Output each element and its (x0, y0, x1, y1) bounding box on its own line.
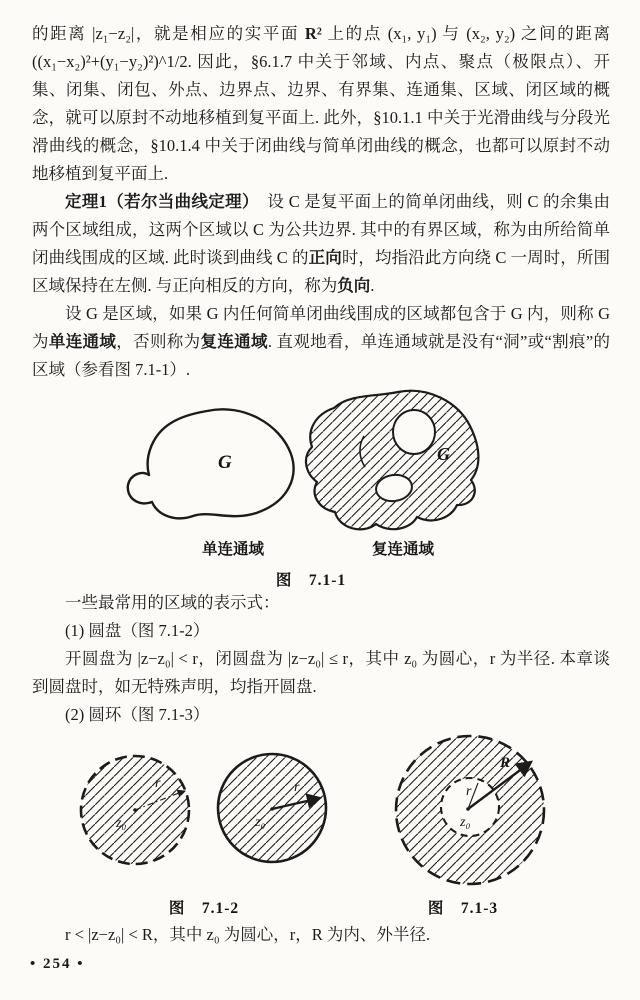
figure-7-1-1-title: 图 7.1-1 (275, 572, 347, 589)
term-positive-direction: 正向 (308, 248, 342, 267)
multiply-connected-region-outline (306, 391, 478, 530)
theorem-text-1: 设 C 是复平面上的简单闭曲线，则 C 的余集由两个区域组成，这两个区域以 C 为公共边界. 其中的有界区域，称为由所给简单闭曲线围成的区域. 此时谈到曲线 C 的 (32, 192, 611, 267)
connectivity-text-2: ，否则称为 (116, 332, 201, 351)
caption-multiply-connected: 复连通域 (371, 541, 435, 558)
paragraph-theorem (32, 188, 610, 300)
simply-connected-region-outline (128, 409, 294, 518)
figure-7-1-2-and-3 (0, 729, 640, 921)
region-label-left: G (218, 452, 232, 473)
paragraph-connectivity (32, 300, 610, 384)
figure-7-1-2-title: 图 7.1-2 (168, 900, 240, 917)
paragraph-disk: 开圆盘为 |z−z₀| < r，闭圆盘为 |z−z₀| ≤ r，其中 z₀ 为圆心，r 为半径. 本章谈到圆盘时，如无特殊声明，均指开圆盘. (32, 649, 610, 696)
figure-7-1-1 (0, 384, 640, 589)
open-disk-radius-label: r (155, 776, 161, 791)
paragraph-distance-text-a: 的距离 |z₁−z₂|，就是相应的实平面 (32, 24, 305, 43)
closed-disk-center-dot (270, 807, 274, 811)
figure-7-1-3-title: 图 7.1-3 (427, 900, 499, 917)
page-number: • 254 • (30, 956, 85, 972)
theorem-text-3: . (370, 276, 375, 295)
list-item-annulus: (2) 圆环（图 7.1-3） (65, 705, 210, 724)
r2-symbol: R² (304, 24, 322, 43)
closed-disk-radius-label: r (294, 780, 300, 795)
annulus-center-label: z₀ (460, 815, 471, 830)
open-disk-center-label: z₀ (116, 816, 127, 831)
open-disk-center-dot (133, 808, 137, 812)
term-simply-connected: 单连通域 (48, 332, 117, 351)
list-item-disk: (1) 圆盘（图 7.1-2） (65, 621, 210, 640)
figure-7-1-1-canvas (0, 384, 640, 589)
closed-disk-center-label: z₀ (255, 815, 266, 830)
region-hole-large (393, 410, 435, 454)
term-negative-direction: 负向 (337, 276, 371, 295)
annulus-center-dot (466, 807, 470, 811)
paragraph-annulus-formula: r < |z−z₀| < R，其中 z₀ 为圆心，r，R 为内、外半径. (65, 925, 430, 944)
paragraph-distance (32, 20, 610, 188)
paragraph-regions-intro: 一些最常用的区域的表示式： (65, 593, 280, 612)
annulus-inner-radius-label: r (466, 784, 472, 799)
connectivity-text-1: 设 G 是区域，如果 G 内任何简单闭曲线围成的区域都包含于 G 内，则称 G 为 (32, 304, 610, 351)
caption-simply-connected: 单连通域 (201, 541, 265, 558)
paragraph-distance-text-b: 上的点 (x₁, y₁) 与 (x₂, y₂) 之间的距离 ((x₁−x₂)²+(y₁−y₂)²)^1/2. 因此，§6.1.7 中关于邻域、内点、聚点（极限点）、开集、闭集、闭包、外点、边界点、边界、有界集、连通集、区域、闭区域的概念，就可以原封不动地移植到复平面上. 此外，§10.1.1 中关于光滑曲线与分段光滑曲线的概念，§10.1.4 中关于闭曲线与简单闭曲线的概念，也都可以原封不动地移植到复平面上. (32, 24, 610, 183)
theorem-heading: 定理1（若尔当曲线定理） (65, 192, 251, 211)
connectivity-text-3: . 直观地看，单连通域就是没有“洞”或“割痕”的区域（参看图 7.1-1）. (32, 332, 611, 379)
theorem-text-2: 时，均指沿此方向绕 C 一周时，所围区域保持在左侧. 与正向相反的方向，称为 (32, 248, 610, 295)
annulus-outer-radius-label: R (500, 755, 511, 771)
region-label-right: G (437, 444, 450, 464)
term-multiply-connected: 复连通域 (200, 332, 268, 351)
figure-7-1-2-3-canvas (0, 729, 640, 921)
